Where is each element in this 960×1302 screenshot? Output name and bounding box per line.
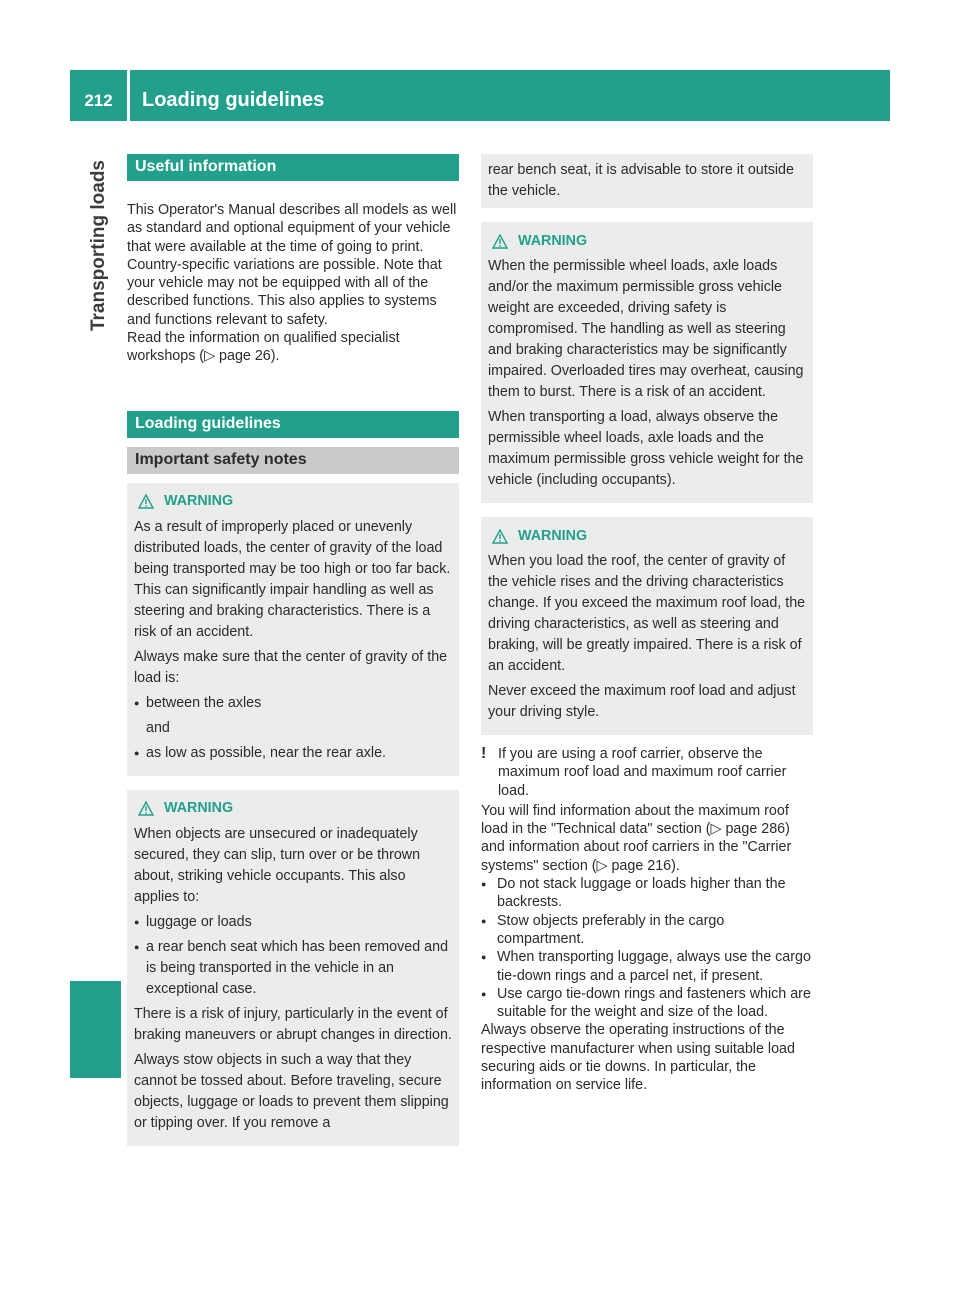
bullet-icon: ● [481, 952, 487, 963]
conjunction-text: and [146, 719, 170, 736]
note-text: If you are using a roof carrier, observe the maximum roof load and maximum roof carrier load. [498, 746, 787, 799]
warning-text: Always make sure that the center of gravity of the load is: [134, 648, 448, 686]
warning-box-roof-load [481, 517, 813, 735]
warning-text: Always stow objects in such a way that they cannot be tossed about. Before traveling, secure objects, luggage or loads to prevent them slipping or tipping over. If you remove a [134, 1051, 449, 1131]
operating-instructions-text: Always observe the operating instructions of the respective manufacturer when using suitable load securing aids or tie downs. In particular, the information on service life. [481, 1022, 795, 1094]
warning-box-permissible-loads [481, 222, 813, 503]
warning-text: rear bench seat, it is advisable to store it outside the vehicle. [488, 162, 794, 199]
warning-triangle-icon [492, 234, 508, 249]
warning-box-loads [127, 483, 459, 776]
useful-info-paragraph: This Operator's Manual describes all models as well as standard and optional equipment of your vehicle that were available at the time of going to print. Country-specific variations are possible. Note that your vehicle may not be equipped with all of the described functions. This also applies to systems and functions relevant to safety. [127, 202, 457, 328]
warning-text: As a result of improperly placed or unevenly distributed loads, the center of gravity of the load being transported may be too high or too far back. This can significantly impair handling as well as steering and braking characteristics. There is a risk of an accident. [134, 518, 451, 640]
list-item [481, 985, 813, 1022]
warning-triangle-icon [138, 801, 154, 816]
roof-load-info: You will find information about the maximum roof load in the "Technical data" section (▷ page 286) and information about roof carriers in the "Carrier systems" section (▷ page 216). [481, 802, 792, 874]
warning-text: When you load the roof, the center of gravity of the vehicle rises and the driving characteristics change. If you exceed the maximum roof load, the driving characteristics, as well as steering and braking, will be greatly impaired. There is a risk of an accident. [488, 553, 806, 674]
side-tab-marker [70, 981, 121, 1078]
list-item-text: as low as possible, near the rear axle. [146, 744, 386, 761]
list-item-text: Do not stack luggage or loads higher than the backrests. [497, 876, 786, 911]
warning-continuation-box [481, 154, 813, 208]
roof-load-bullets [481, 875, 813, 1021]
warning-heading [488, 230, 806, 252]
warning-triangle-icon [138, 494, 154, 509]
bullet-icon: ● [481, 988, 487, 999]
useful-info-heading: Useful information [127, 154, 459, 181]
bullet-icon: ● [134, 697, 140, 708]
warning-text: Never exceed the maximum roof load and adjust your driving style. [488, 683, 796, 720]
warning-label: WARNING [518, 527, 588, 544]
useful-info-body [127, 201, 459, 366]
warning-label: WARNING [518, 232, 588, 249]
loading-guidelines-heading: Loading guidelines [127, 411, 459, 438]
list-item [134, 937, 452, 1000]
left-column [127, 154, 459, 1146]
list-item [481, 875, 813, 912]
warning-label: WARNING [164, 493, 234, 510]
warning-text: When the permissible wheel loads, axle loads and/or the maximum permissible gross vehicle weight are exceeded, driving safety is compromised. The handling as well as steering and braking characteristics may be significantly impaired. Overloaded tires may overheat, causing them to burst. There is a risk of an accident. [488, 258, 804, 400]
page-number: 212 [84, 91, 113, 110]
side-section-label [84, 160, 114, 640]
list-item [481, 948, 813, 985]
warning-heading [134, 491, 452, 513]
side-label-text: Transporting loads [88, 160, 109, 332]
bullet-icon: ● [134, 747, 140, 758]
note-roof-carrier [481, 745, 813, 800]
list-item-text: Stow objects preferably in the cargo compartment. [497, 912, 725, 947]
list-item-text: a rear bench seat which has been removed and is being transported in the vehicle in an exceptional case. [146, 938, 449, 997]
warning-text: There is a risk of injury, particularly in the event of braking maneuvers or abrupt changes in direction. [134, 1005, 452, 1043]
list-item [134, 743, 452, 764]
list-item-text: Use cargo tie-down rings and fasteners which are suitable for the weight and size of the load. [497, 985, 811, 1021]
warning-text: When transporting a load, always observe the permissible wheel loads, axle loads and the maximum permissible gross vehicle weight for the vehicle (including occupants). [488, 409, 804, 488]
list-item [134, 693, 452, 714]
exclamation-icon: ! [481, 745, 487, 762]
list-item [134, 912, 452, 933]
warning-heading [488, 525, 806, 547]
warning-box-unsecured [127, 790, 459, 1146]
list-item-text: luggage or loads [146, 913, 252, 930]
safety-notes-heading: Important safety notes [127, 447, 459, 474]
useful-info-paragraph-2: Read the information on qualified specialist workshops (▷ page 26). [127, 330, 400, 365]
list-item-text: between the axles [146, 694, 262, 711]
warning-heading [134, 798, 452, 820]
bullet-icon: ● [134, 916, 140, 927]
bullet-icon: ● [481, 879, 487, 890]
right-column [481, 154, 813, 1095]
page-title: Loading guidelines [142, 89, 325, 111]
bullet-icon: ● [134, 941, 140, 952]
bullet-icon: ● [481, 915, 487, 926]
header-separator [127, 70, 130, 121]
list-item-text: When transporting luggage, always use the cargo tie-down rings and a parcel net, if present. [497, 949, 811, 984]
warning-text: When objects are unsecured or inadequately secured, they can slip, turn over or be thrown about, striking vehicle occupants. This also applies to: [134, 825, 421, 905]
warning-triangle-icon [492, 529, 508, 544]
warning-label: WARNING [164, 800, 234, 817]
list-item [481, 912, 813, 949]
